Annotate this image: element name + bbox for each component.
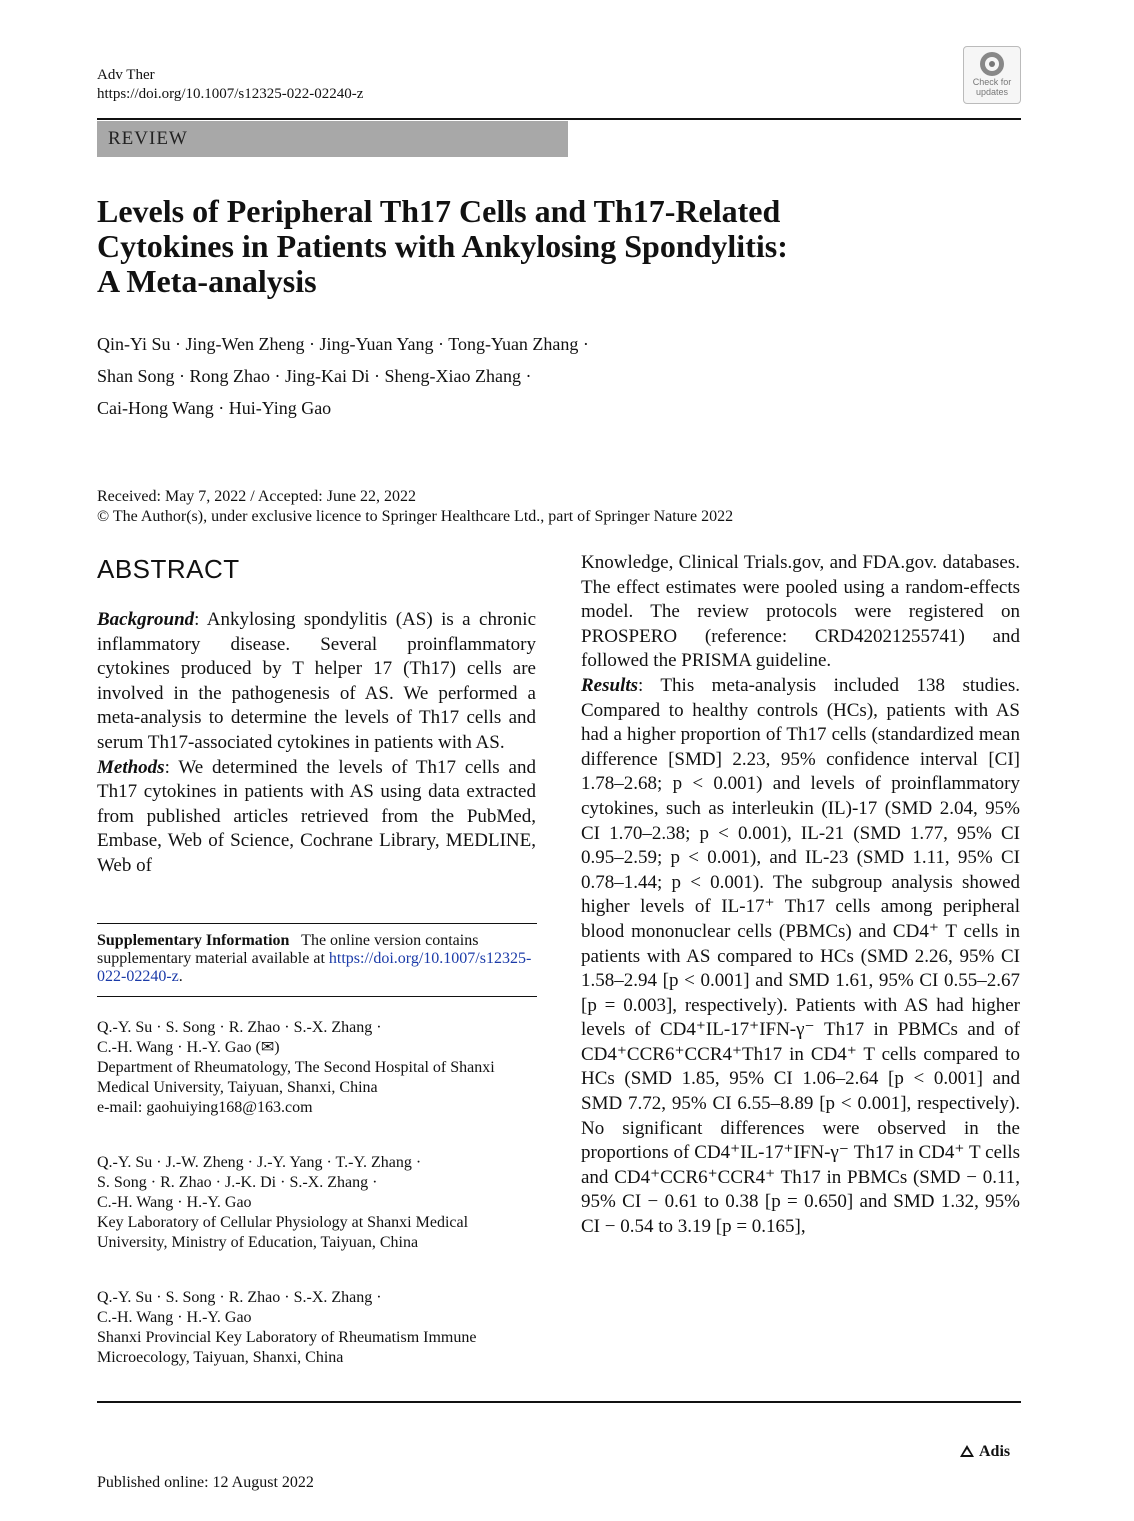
affiliation-3: Q.-Y. Su · S. Song · R. Zhao · S.-X. Zhang · C.-H. Wang · H.-Y. Gao Shanxi Provincial Key Laboratory of Rheumatism Immune Microecology, Taiyuan, Shanxi, China <box>97 1289 477 1366</box>
abstract-heading: ABSTRACT <box>97 554 240 584</box>
supplementary-link[interactable]: https://doi.org/10.1007/s12325-022-02240-z <box>97 950 532 985</box>
doi-link[interactable]: https://doi.org/10.1007/s12325-022-02240-z <box>97 86 364 102</box>
supplementary-rule-top <box>97 923 537 924</box>
abstract-methods: Methods: We determined the levels of Th17 cells and Th17 cytokines in patients with AS using data extracted from published articles retrieved from the PubMed, Embase, Web of Science, Cochrane Library, MEDLINE, Web of <box>97 756 536 876</box>
journal-header <box>97 66 363 104</box>
abstract-left-column <box>97 608 536 879</box>
abstract-methods-continued: Knowledge, Clinical Trials.gov, and FDA.gov. databases. The effect estimates were pooled using a random-effects model. The review protocols were registered on PROSPERO (reference: CRD42021255741) and followed the PRISMA guideline. <box>581 552 1020 672</box>
copyright: © The Author(s), under exclusive licence to Springer Healthcare Ltd., part of Springer Nature 2022 <box>97 508 734 525</box>
article-dates <box>97 487 997 527</box>
header-rule <box>97 118 1021 120</box>
article-title: Levels of Peripheral Th17 Cells and Th17-Related Cytokines in Patients with Ankylosing Spondylitis: A Meta-analysis <box>97 193 788 299</box>
affiliation-2: Q.-Y. Su · J.-W. Zheng · J.-Y. Yang · T.-Y. Zhang · S. Song · R. Zhao · J.-K. Di · S.-X. Zhang · C.-H. Wang · H.-Y. Gao Key Laboratory of Cellular Physiology at Shanxi Medical University, Ministry of Education, Taiyuan, China <box>97 1154 469 1251</box>
adis-triangle-icon <box>960 1445 974 1457</box>
section-label: REVIEW <box>108 128 188 149</box>
author-list: Qin-Yi Su · Jing-Wen Zheng · Jing-Yuan Yang · Tong-Yuan Zhang · Shan Song · Rong Zhao · Jing-Kai Di · Sheng-Xiao Zhang · Cai-Hong Wang · Hui-Ying Gao <box>97 334 589 418</box>
abstract-results: Results: This meta-analysis included 138 studies. Compared to healthy controls (HCs), patients with AS had a higher proportion of Th17 cells (standardized mean difference [SMD] 2.23, 95% confidence interval [CI] 1.78–2.68; p < 0.001) and levels of proinflammatory cytokines, such as interleukin (IL)-17 (SMD 2.04, 95% CI 1.70–2.38; p < 0.001), IL-21 (SMD 1.77, 95% CI 0.95–2.59; p < 0.001), and IL-23 (SMD 1.11, 95% CI 0.78–1.44; p < 0.001). The subgroup analysis showed higher levels of IL-17⁺ Th17 cells among peripheral blood mononuclear cells (PBMCs) and CD4⁺ T cells in patients with AS compared to HCs (SMD 2.26, 95% CI 1.58–2.94 [p < 0.001] and SMD 1.61, 95% CI 0.55–2.67 [p = 0.003], respectively). Patients with AS had higher levels of CD4⁺IL-17⁺IFN-γ⁻ Th17 in PBMCs and of CD4⁺CCR6⁺CCR4⁺Th17 in CD4⁺ T cells compared to HCs (SMD 1.85, 95% CI 1.06–2.64 [p < 0.001] and SMD 7.72, 95% CI 6.55–8.89 [p < 0.001], respectively). No significant differences were observed in the proportions of CD4⁺IL-17⁺IFN-γ⁻ Th17 in CD4⁺ T cells and CD4⁺CCR6⁺CCR4⁺ Th17 in PBMCs (SMD − 0.11, 95% CI − 0.61 to 0.38 [p = 0.650] and SMD 1.32, 95% CI − 0.54 to 3.19 [p = 0.165], <box>581 674 1020 1238</box>
section-banner <box>97 121 568 157</box>
supplementary-information: Supplementary Information The online version contains supplementary material available at https://doi.org/10.1007/s12325-022-02240-z. <box>97 932 532 985</box>
received-accepted: Received: May 7, 2022 / Accepted: June 22, 2022 <box>97 488 417 505</box>
author-email[interactable]: e-mail: gaohuiying168@163.com <box>97 1099 313 1116</box>
abstract-background: Background: Ankylosing spondylitis (AS) is a chronic inflammatory disease. Several proinflammatory cytokines produced by T helper 17 (Th17) cells are involved in the pathogenesis of AS. We performed a meta-analysis to determine the levels of Th17 cells and serum Th17-associated cytokines in patients with AS. <box>97 609 536 753</box>
affiliation-1: Q.-Y. Su · S. Song · R. Zhao · S.-X. Zhang · C.-H. Wang · H.-Y. Gao (✉) Department of Rheumatology, The Second Hospital of Shanxi Medical University, Taiyuan, Shanxi, China e-mail: gaohuiying168@163.com <box>97 1018 517 1118</box>
journal-name: Adv Ther <box>97 67 155 83</box>
footer-rule <box>97 1401 1021 1403</box>
publisher-logo: Adis <box>960 1443 1010 1461</box>
crossmark-icon <box>980 52 1004 76</box>
published-online: Published online: 12 August 2022 <box>97 1474 314 1491</box>
supplementary-rule-bottom <box>97 996 537 997</box>
check-for-updates-text: Check for updates <box>972 77 1012 97</box>
check-for-updates-badge[interactable] <box>963 46 1021 104</box>
abstract-right-column <box>581 551 1020 1240</box>
